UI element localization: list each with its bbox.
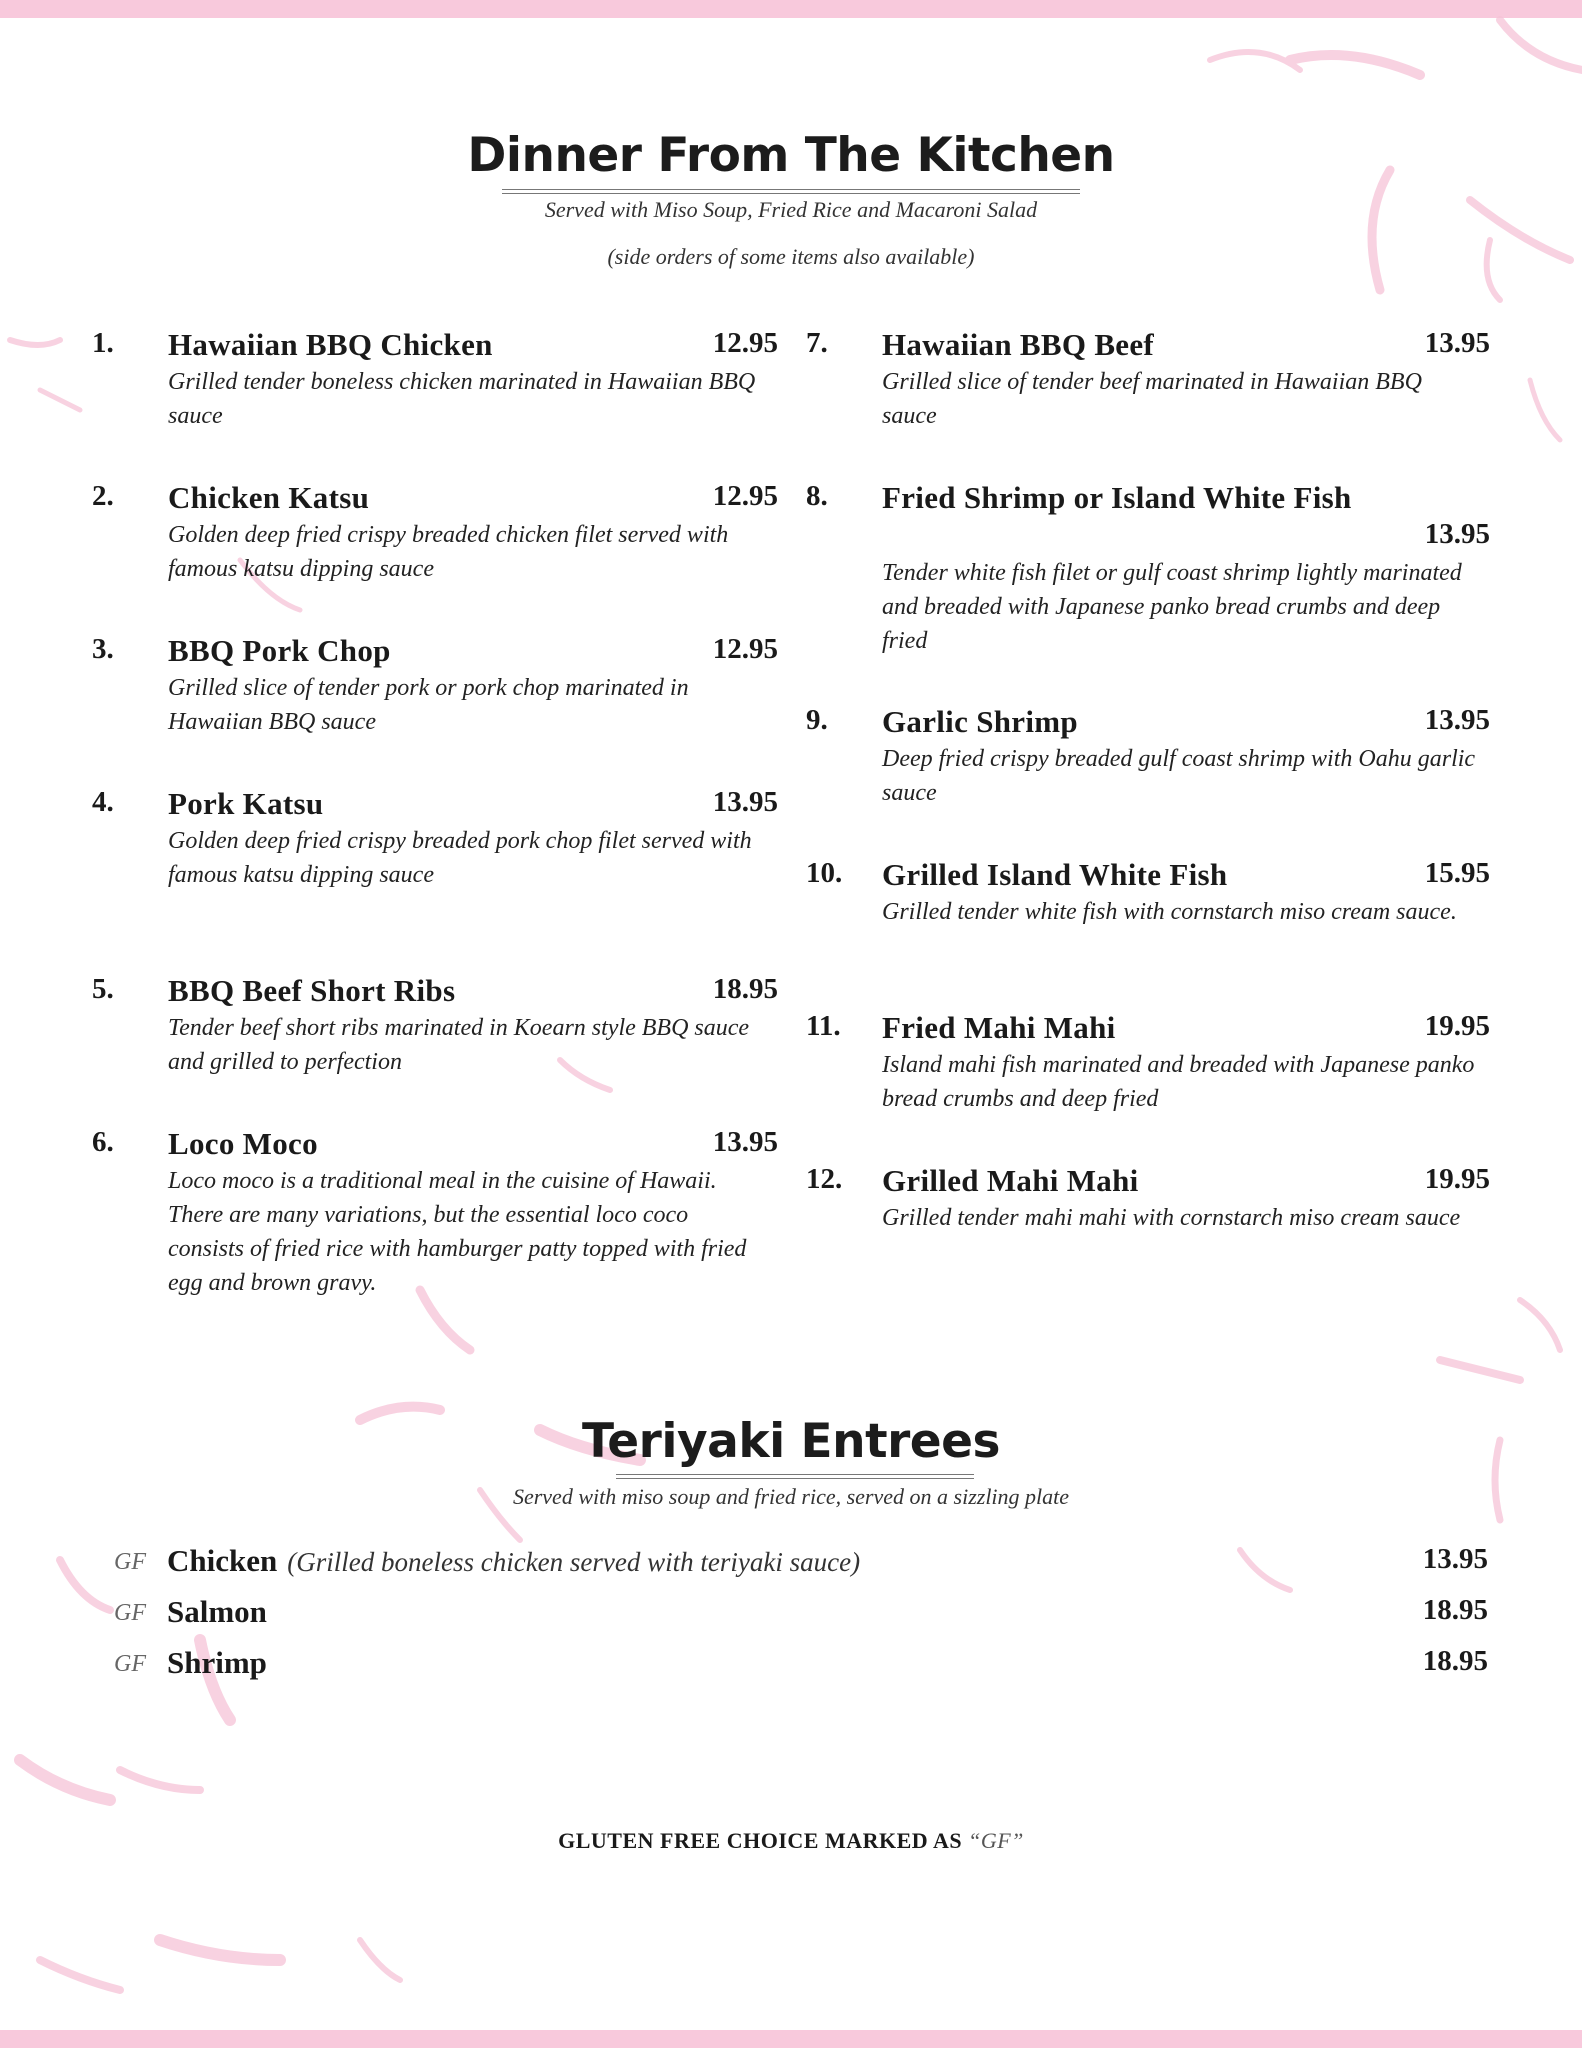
item-number: 7. [806,327,828,359]
gf-mark: GF [114,1651,146,1677]
item-name: BBQ Pork Chop [168,633,391,668]
teriyaki-item-price: 18.95 [1422,1645,1488,1677]
item-number: 12. [806,1163,843,1195]
item-number: 9. [806,704,828,736]
item-price: 13.95 [1424,327,1490,359]
menu-item-3 [92,633,778,743]
teriyaki-title-rule [616,1474,974,1479]
item-price: 13.95 [1424,704,1490,736]
menu-item-10 [806,857,1490,967]
item-price: 12.95 [712,327,778,359]
menu-item-2 [92,480,778,590]
menu-item-7 [806,327,1490,437]
item-number: 5. [92,973,114,1005]
menu-item-6 [92,1126,778,1306]
menu-item-1 [92,327,778,437]
item-number: 8. [806,480,828,512]
gf-mark: GF [114,1549,146,1575]
teriyaki-item-shrimp [0,1645,1582,1685]
teriyaki-item-price: 13.95 [1422,1543,1488,1575]
footnote-text: GLUTEN FREE CHOICE MARKED AS [558,1828,969,1853]
dinner-title: Dinner From The Kitchen [467,128,1115,183]
menu-item-5 [92,973,778,1083]
item-number: 1. [92,327,114,359]
teriyaki-item-name: Shrimp [167,1645,267,1680]
item-name: Hawaiian BBQ Beef [882,327,1155,362]
item-description: Island mahi fish marinated and breaded with Japanese panko bread crumbs and deep fried [882,1052,1475,1112]
item-number: 10. [806,857,843,889]
dinner-note: (side orders of some items also available) [607,244,975,269]
teriyaki-item-chicken [0,1543,1582,1583]
item-number: 2. [92,480,114,512]
item-price: 12.95 [712,633,778,665]
item-number: 6. [92,1126,114,1158]
teriyaki-title: Teriyaki Entrees [581,1414,1000,1469]
item-name: Grilled Mahi Mahi [882,1163,1139,1198]
item-name: Loco Moco [168,1126,318,1161]
item-description: Grilled slice of tender beef marinated in Hawaiian BBQ sauce [882,369,1422,429]
teriyaki-item-name: Salmon [167,1594,267,1629]
footnote-gf-mark: “GF” [968,1828,1024,1853]
menu-item-4 [92,786,778,896]
menu-item-11 [806,1010,1490,1120]
item-price: 12.95 [712,480,778,512]
teriyaki-item-name [167,1543,860,1579]
item-description: Deep fried crispy breaded gulf coast shrimp with Oahu garlic sauce [882,746,1476,806]
item-price: 19.95 [1424,1163,1490,1195]
teriyaki-subtitle: Served with miso soup and fried rice, served on a sizzling plate [512,1484,1070,1509]
item-name: Hawaiian BBQ Chicken [168,327,493,362]
item-name: Pork Katsu [168,786,324,821]
item-price: 13.95 [712,786,778,818]
item-description: Grilled slice of tender pork or pork chop marinated in Hawaiian BBQ sauce [168,675,689,735]
item-number: 4. [92,786,114,818]
item-price: 18.95 [712,973,778,1005]
gluten-free-footnote [0,1828,1582,1854]
item-description: Golden deep fried crispy breaded pork chop filet served with famous katsu dipping sauce [168,828,752,888]
item-name: Fried Shrimp or Island White Fish [882,480,1352,515]
item-description: Grilled tender white fish with cornstarch miso cream sauce. [882,899,1457,925]
item-name: Grilled Island White Fish [882,857,1228,892]
item-name: Garlic Shrimp [882,704,1078,739]
teriyaki-item-price: 18.95 [1422,1594,1488,1626]
menu-item-8 [806,480,1490,660]
item-price: 15.95 [1424,857,1490,889]
item-name: BBQ Beef Short Ribs [168,973,456,1008]
item-description: Loco moco is a traditional meal in the cuisine of Hawaii. There are many variations, but the essential loco coco consists of fried rice with hamburger patty topped with fried egg and brown gravy. [168,1168,747,1296]
menu-item-9 [806,704,1490,814]
bottom-pink-band [0,2030,1582,2048]
dinner-title-rule [502,189,1080,194]
item-price: 13.95 [712,1126,778,1158]
item-number: 3. [92,633,114,665]
gf-mark: GF [114,1600,146,1626]
item-description: Tender white fish filet or gulf coast shrimp lightly marinated and breaded with Japanese panko bread crumbs and deep fried [882,560,1462,654]
item-number: 11. [806,1010,841,1042]
item-description: Grilled tender boneless chicken marinated in Hawaiian BBQ sauce [168,369,756,429]
item-description: Grilled tender mahi mahi with cornstarch miso cream sauce [882,1205,1461,1231]
item-price: 13.95 [1424,518,1490,550]
teriyaki-item-salmon [0,1594,1582,1634]
teriyaki-name-text: Chicken [167,1543,278,1578]
item-description: Tender beef short ribs marinated in Koearn style BBQ sauce and grilled to perfection [168,1015,750,1075]
menu-item-12 [806,1163,1490,1273]
teriyaki-item-description: (Grilled boneless chicken served with teriyaki sauce) [287,1547,861,1577]
dinner-subtitle: Served with Miso Soup, Fried Rice and Macaroni Salad [544,197,1038,222]
item-name: Chicken Katsu [168,480,370,515]
item-price: 19.95 [1424,1010,1490,1042]
item-description: Golden deep fried crispy breaded chicken filet served with famous katsu dipping sauce [168,522,729,582]
top-pink-band [0,0,1582,18]
item-name: Fried Mahi Mahi [882,1010,1116,1045]
